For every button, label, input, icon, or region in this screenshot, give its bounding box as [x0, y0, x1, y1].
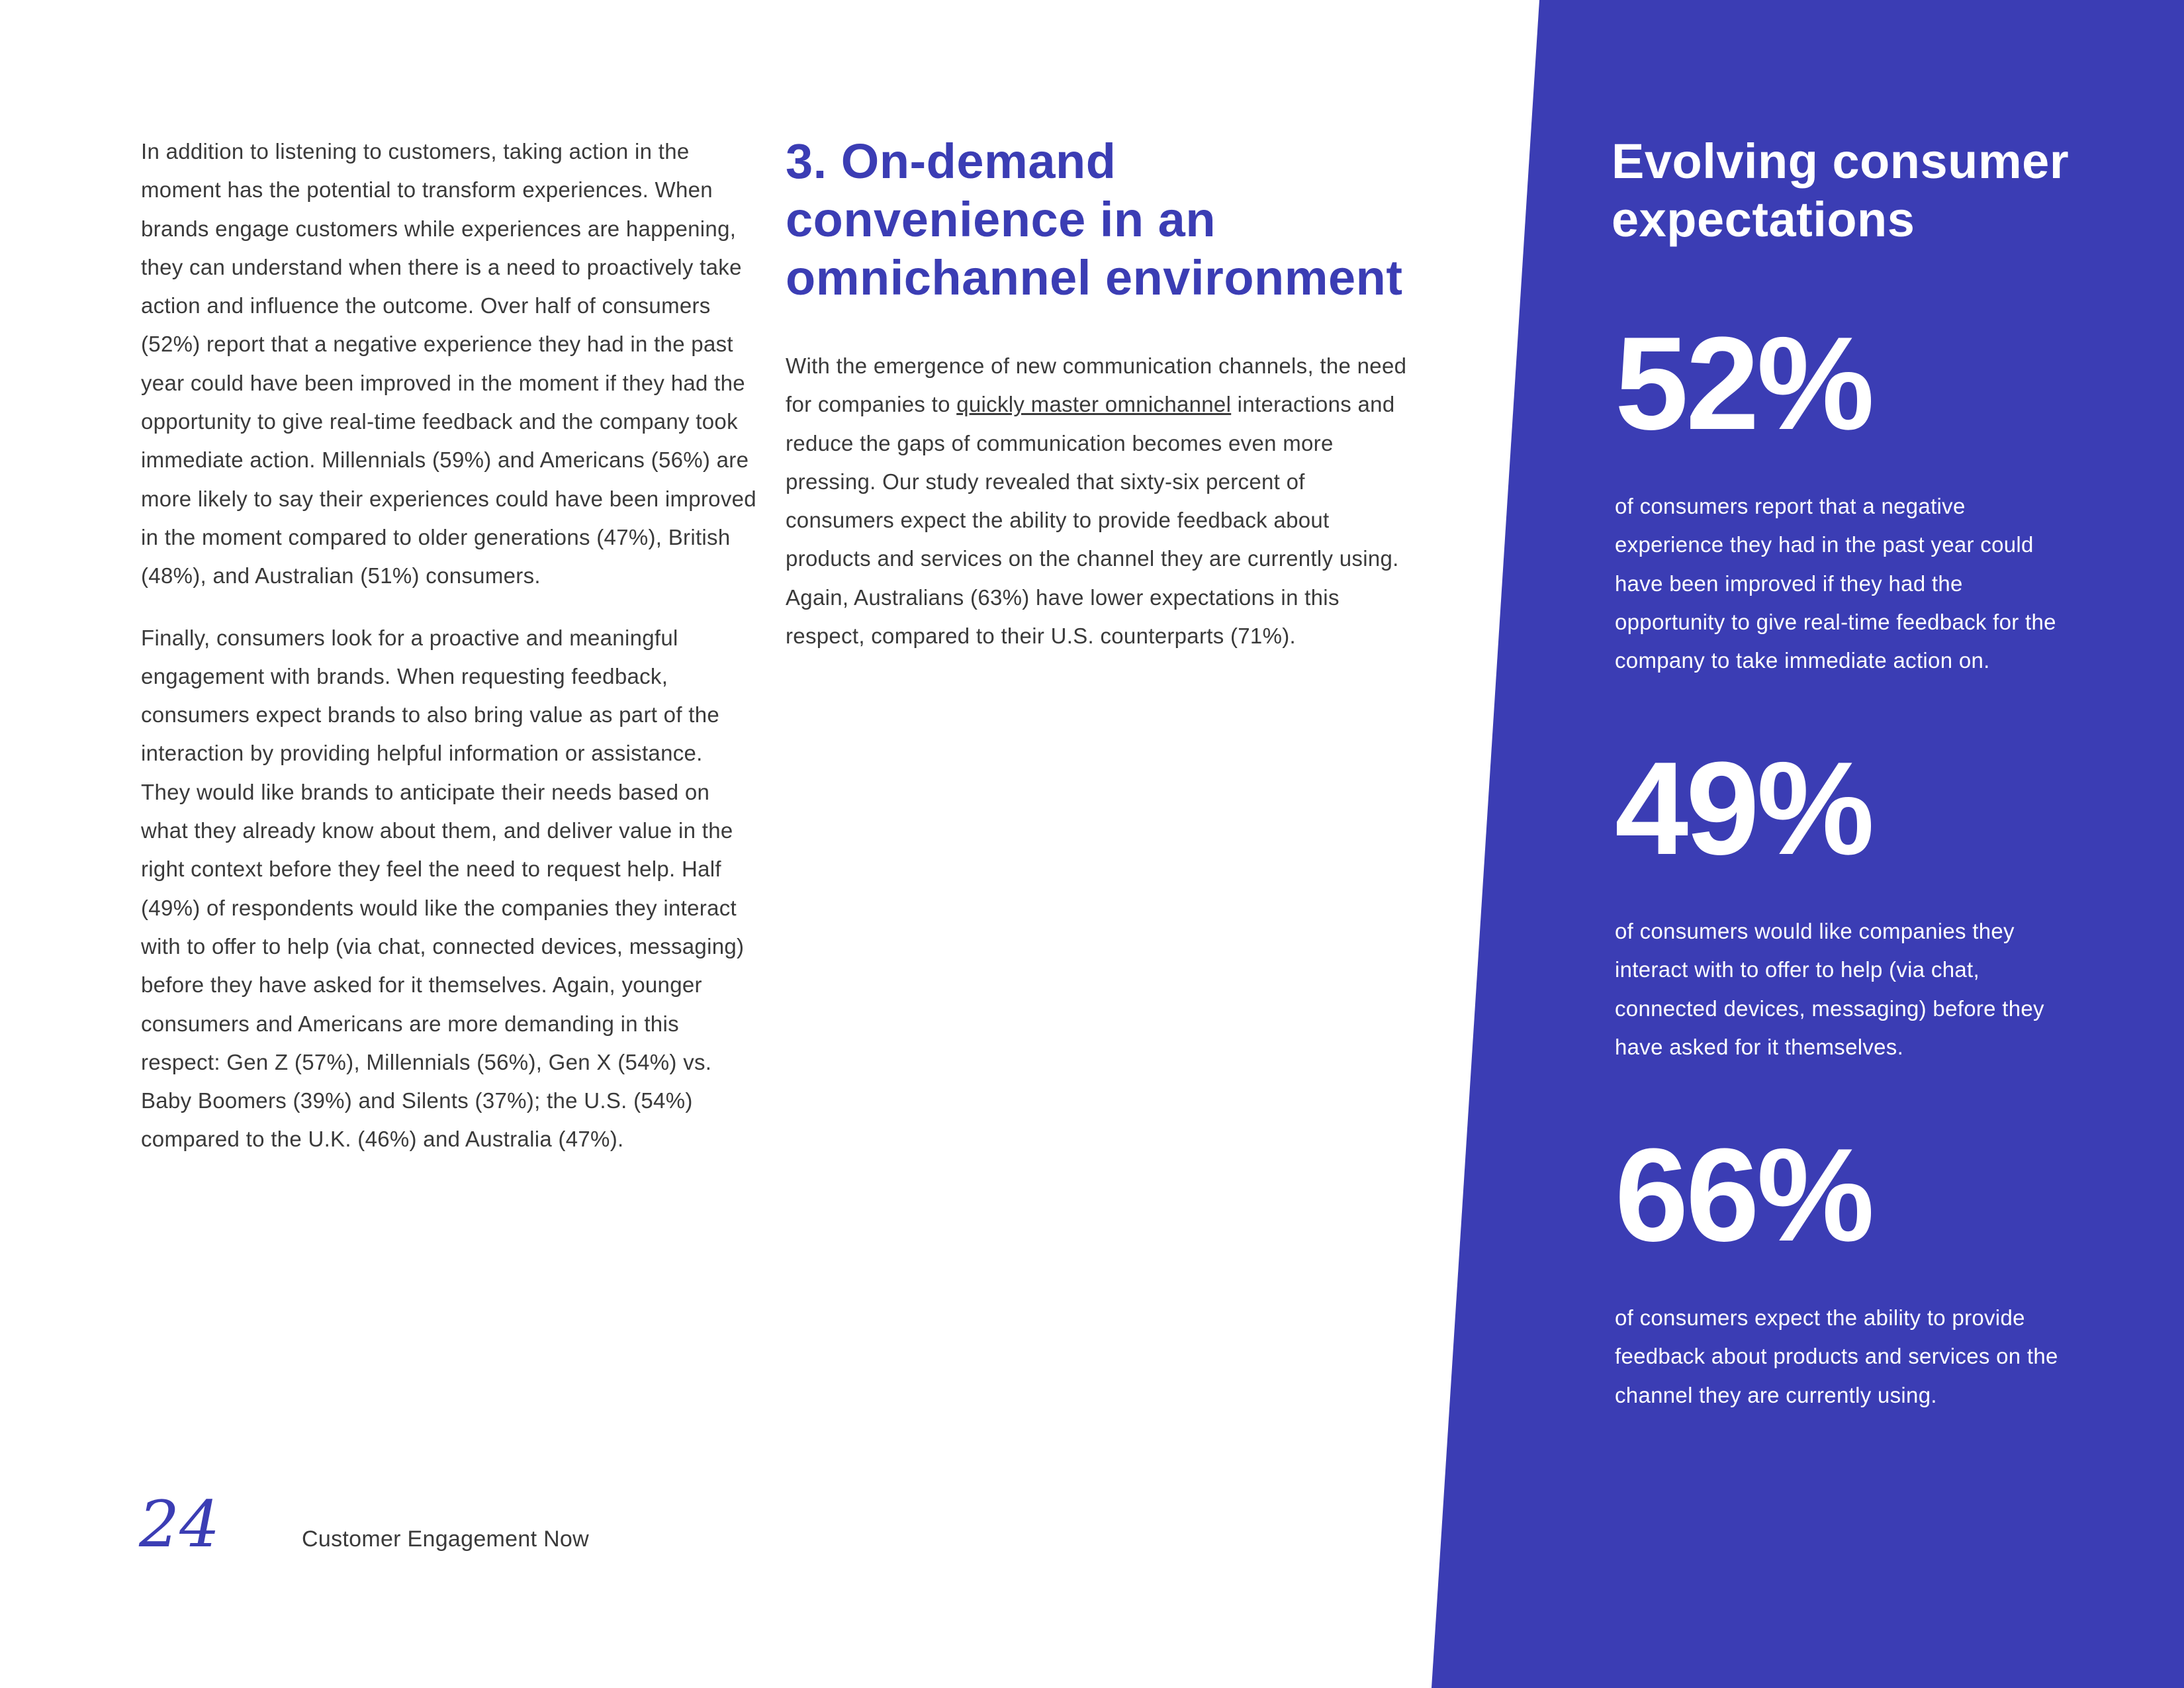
- middle-paragraph: [786, 347, 1408, 655]
- side-panel-title: Evolving consumer expectations: [1612, 134, 2070, 247]
- stat-description: of consumers expect the ability to provide feedback about products and services on the channel they are currently using.: [1615, 1305, 2058, 1407]
- section-title: 3. On-demand convenience in an omnichannel environment: [786, 134, 1403, 305]
- omnichannel-link[interactable]: quickly master omnichannel: [956, 392, 1232, 417]
- footer-document-title: Customer Engagement Now: [302, 1526, 589, 1552]
- middle-paragraph-text-start: With the emergence of new communication channels, the need for companies to: [786, 353, 1407, 417]
- stat-value: 49%: [1615, 735, 1872, 882]
- stat-description: of consumers would like companies they interact with to offer to help (via chat, connected devices, messaging) before they have asked for it themselves.: [1615, 919, 2044, 1059]
- middle-text-column: [786, 132, 1408, 655]
- left-text-column: [141, 132, 756, 1159]
- page-number: 24: [139, 1487, 220, 1562]
- stat-block: [1615, 310, 2078, 680]
- left-paragraph-1: In addition to listening to customers, taking action in the moment has the potential to transform experiences. When brands engage customers while experiences are happening, they can understand when there is a need to proactively take action and influence the outcome. Over half of consumers (52%) report that a negative experience they had in the past year could have been improved in the moment if they had the opportunity to give real-time feedback and the company took immediate action. Millennials (59%) and Americans (56%) are more likely to say their experiences could have been improved in the moment compared to older generations (47%), British (48%), and Australian (51%) consumers.: [141, 139, 756, 588]
- stat-description: of consumers report that a negative experience they had in the past year could have been improved if they had the opportunity to give real-time feedback for the company to take immediate action on.: [1615, 494, 2056, 673]
- stat-value: 52%: [1615, 310, 1872, 457]
- left-paragraph-2: Finally, consumers look for a proactive and meaningful engagement with brands. When requesting feedback, consumers expect brands to also bring value as part of the interaction by providing helpful information or assistance. They would like brands to anticipate their needs based on what they already know about them, and deliver value in the right context before they feel the need to request help. Half (49%) of respondents would like the companies they interact with to offer to help (via chat, connected devices, messaging) before they have asked for it themselves. Again, younger consumers and Americans are more demanding in this respect: Gen Z (57%), Millennials (56%), Gen X (54%) vs. Baby Boomers (39%) and Silents (37%); the U.S. (54%) compared to the U.K. (46%) and Australia (47%).: [141, 625, 745, 1152]
- stat-block: [1615, 735, 2078, 1066]
- stat-block: [1615, 1121, 2078, 1415]
- middle-paragraph-text-end: interactions and reduce the gaps of communication becomes even more pressing. Our study revealed that sixty-six percent of consumers expect the ability to provide feedback about products and services on the channel they are currently using. Again, Australians (63%) have lower expectations in this respect, compared to their U.S. counterparts (71%).: [786, 392, 1399, 649]
- stat-value: 66%: [1615, 1121, 1872, 1269]
- side-panel-header: [1612, 132, 2115, 249]
